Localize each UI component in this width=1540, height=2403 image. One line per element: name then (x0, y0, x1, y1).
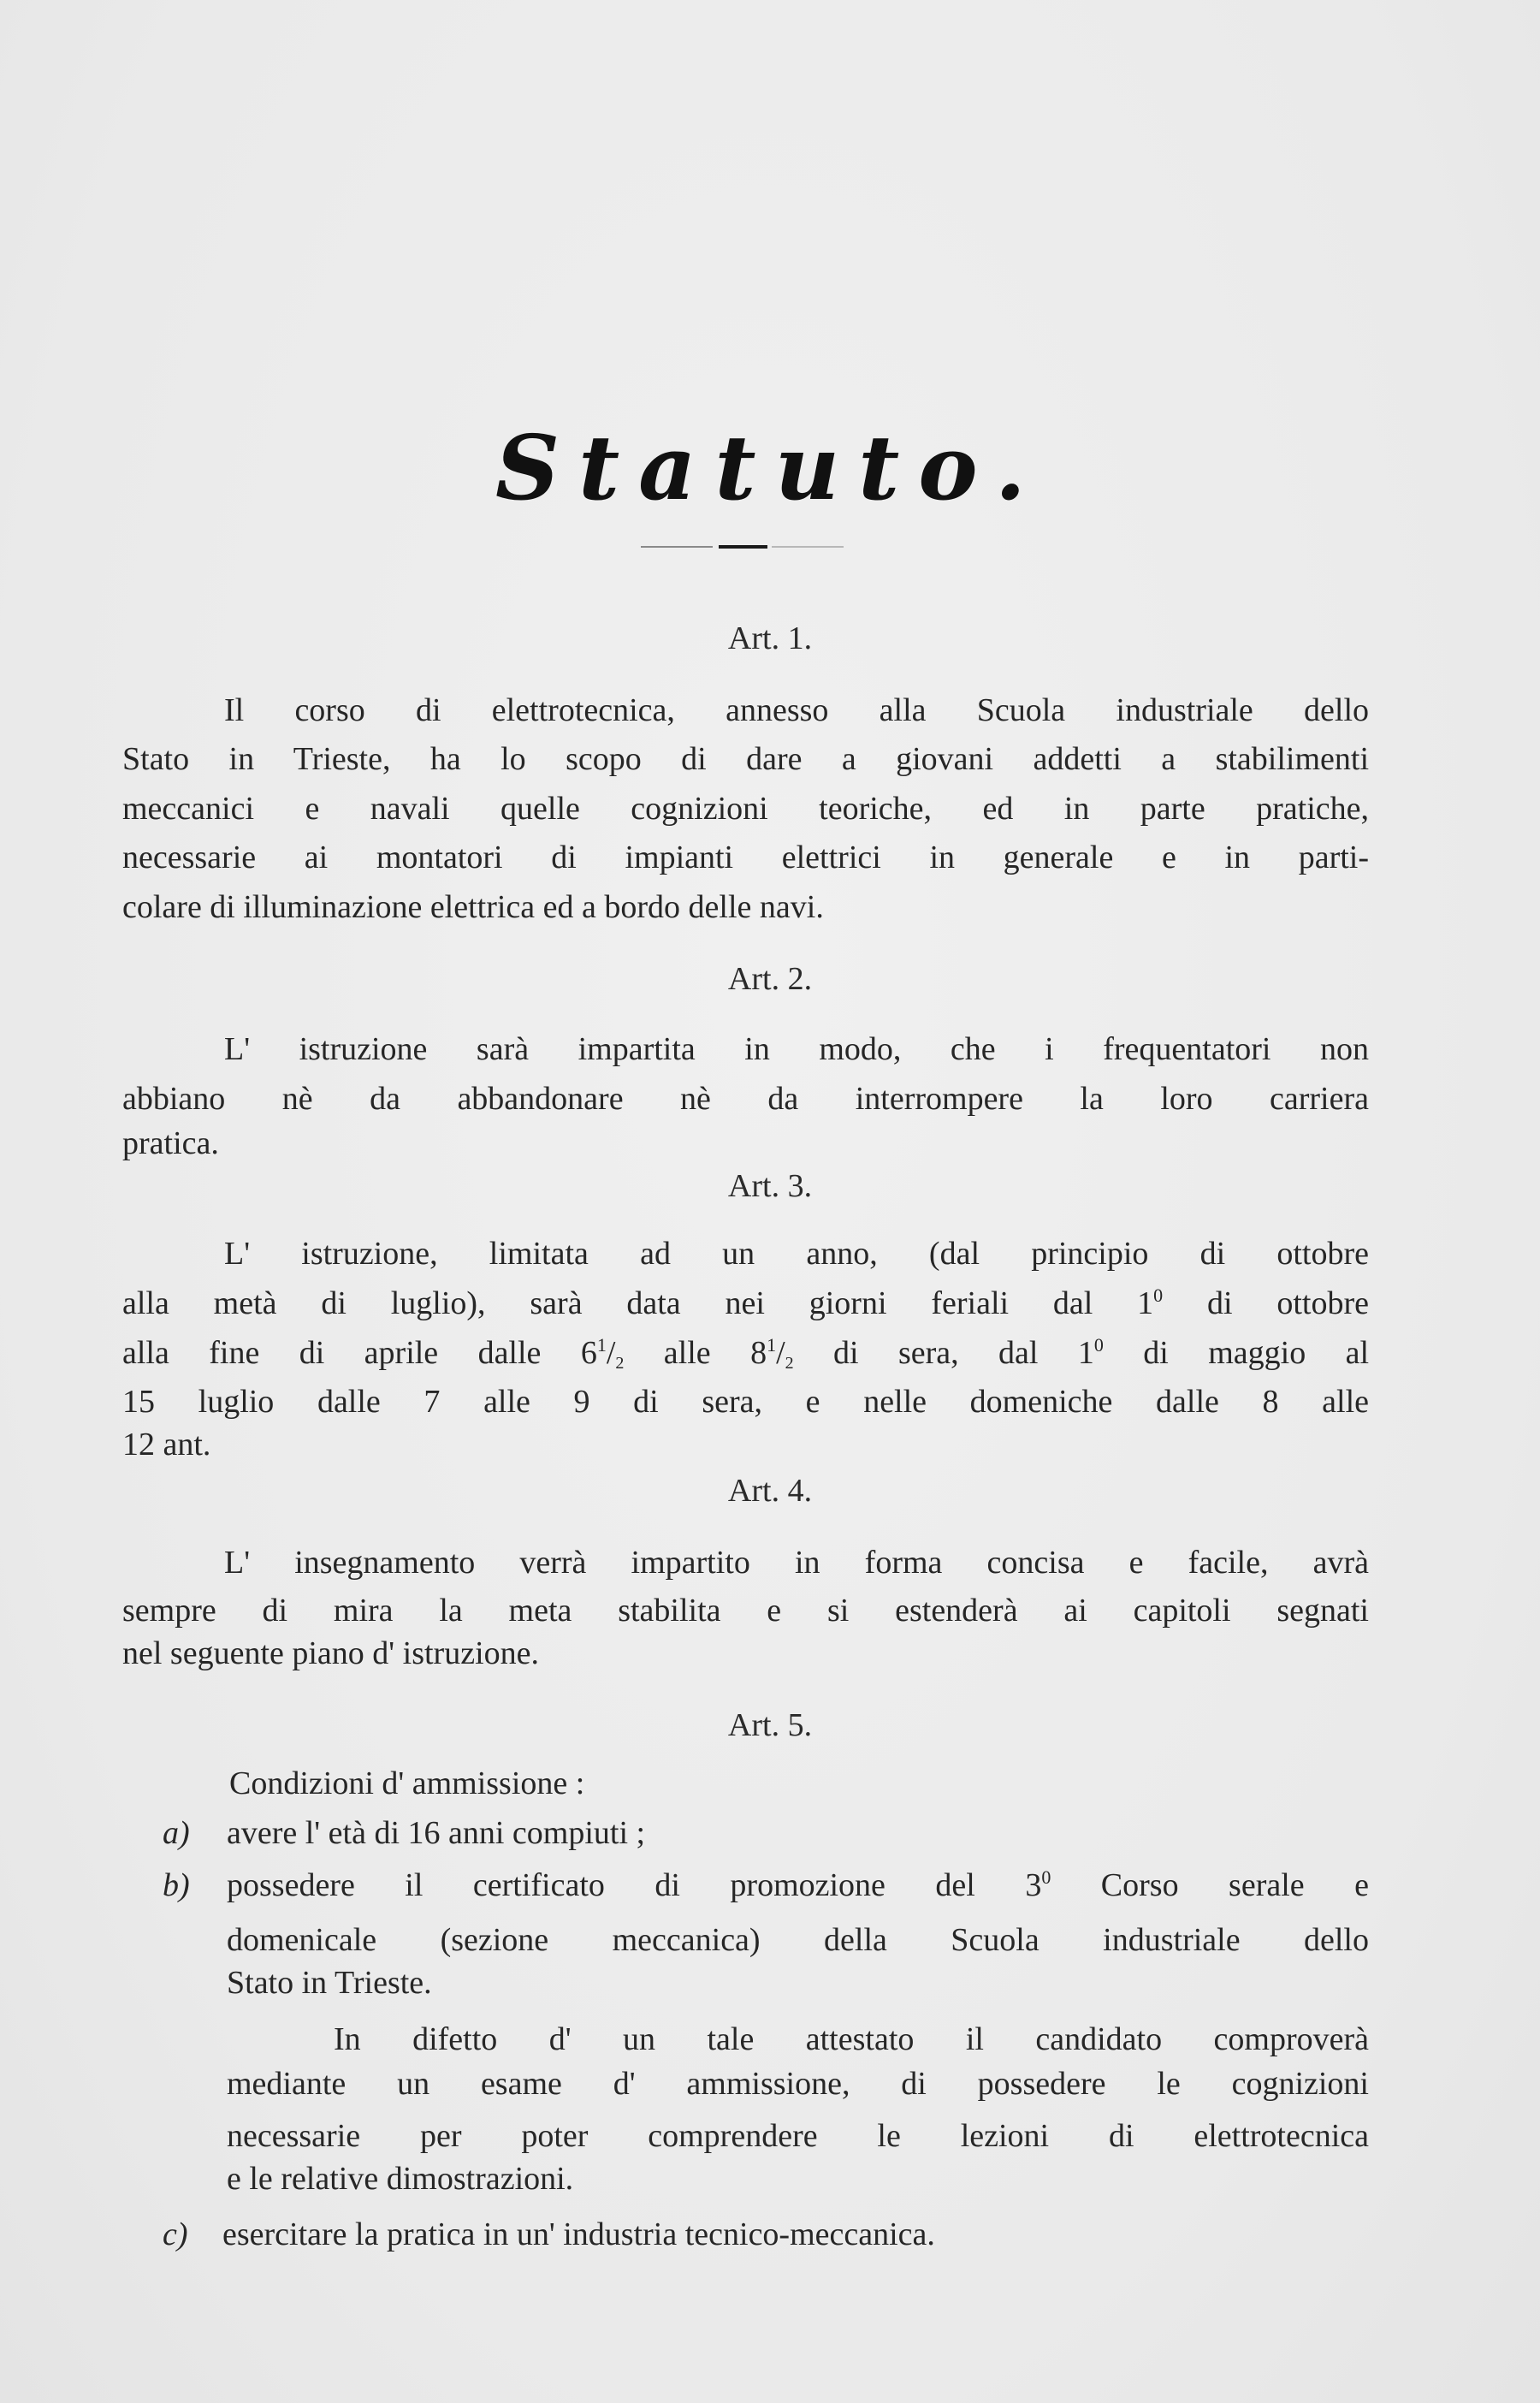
ordinal-degree: 0 (1093, 1334, 1104, 1356)
text-segment: alla metà di luglio), sarà data nei giorni feriali dal (122, 1285, 1093, 1321)
fraction-denominator: 2 (615, 1354, 625, 1373)
list-item-text: Stato in Trieste. (227, 1965, 432, 2001)
ordinal-degree: 0 (1041, 1866, 1051, 1888)
text-segment: di sera, dal (833, 1335, 1039, 1371)
ordinal-number (1078, 1335, 1104, 1371)
article-heading: Art. 1. (727, 620, 813, 656)
text-segment: alle (663, 1335, 711, 1371)
fraction-whole: 8 (750, 1335, 767, 1371)
article-text-line: Il corso di elettrotecnica, annesso alla Scuola industriale dello (224, 692, 1369, 728)
text-segment: di maggio al (1143, 1335, 1370, 1371)
article-text-line: colare di illuminazione elettrica ed a bordo delle navi. (122, 889, 824, 925)
article-text-line: nel seguente piano d' istruzione. (122, 1635, 539, 1671)
article-text-line: necessarie ai montatori di impianti elettrici in generale e in parti- (122, 840, 1369, 875)
note-text-line: mediante un esame d' ammissione, di possedere le cognizioni (227, 2066, 1369, 2102)
article-text-line: L' istruzione, limitata ad un anno, (dal principio di ottobre (224, 1236, 1369, 1272)
article-text-line: Stato in Trieste, ha lo scopo di dare a giovani addetti a stabilimenti (122, 741, 1369, 777)
article-text-line: 12 ant. (122, 1427, 211, 1463)
ordinal-degree: 0 (1153, 1285, 1164, 1306)
ornament-rule-right (772, 546, 844, 548)
list-marker: a) (163, 1815, 190, 1851)
article-text-line: meccanici e navali quelle cognizioni teoriche, ed in parte pratiche, (122, 791, 1369, 827)
article-text-line: 15 luglio dalle 7 alle 9 di sera, e nelle domeniche dalle 8 alle (122, 1384, 1369, 1420)
article-heading: Art. 2. (727, 961, 813, 997)
ordinal-digit: 3 (1025, 1867, 1042, 1903)
fraction-numerator: 1 (767, 1334, 777, 1356)
admission-conditions-intro: Condizioni d' ammissione : (229, 1765, 585, 1801)
ornament-rule-center (719, 545, 767, 549)
article-text-line (122, 1285, 1369, 1322)
article-text-line: sempre di mira la meta stabilita e si estenderà ai capitoli segnati (122, 1593, 1369, 1629)
note-text-line: In difetto d' un tale attestato il candidato comproverà (334, 2021, 1369, 2057)
article-text-line: pratica. (122, 1125, 219, 1161)
text-segment: di ottobre (1206, 1285, 1369, 1321)
article-text-line: abbiano nè da abbandonare nè da interrompere la loro carriera (122, 1081, 1369, 1117)
text-segment: alla fine di aprile dalle (122, 1335, 542, 1371)
list-marker: b) (163, 1867, 190, 1903)
fraction-eight-and-half: $8^1/_2$ (750, 1334, 794, 1373)
list-item-text (227, 1866, 1369, 1904)
list-item-text: avere l' età di 16 anni compiuti ; (227, 1815, 646, 1851)
article-heading: Art. 5. (727, 1707, 813, 1743)
note-text-line: e le relative dimostrazioni. (227, 2161, 574, 2197)
article-heading: Art. 3. (727, 1168, 813, 1204)
text-segment: possedere il certificato di promozione del (227, 1867, 975, 1903)
fraction-denominator: 2 (785, 1354, 794, 1373)
fraction-six-and-half: $6^1/_2$ (580, 1334, 625, 1373)
ordinal-number (1137, 1285, 1163, 1321)
article-text-line (122, 1334, 1369, 1372)
article-text-line: L' istruzione sarà impartita in modo, che i frequentatori non (224, 1031, 1369, 1067)
article-heading: Art. 4. (727, 1473, 813, 1509)
ornament-rule-left (641, 546, 713, 548)
list-marker: c) (163, 2216, 188, 2252)
document-title: Statuto. (495, 415, 1045, 520)
list-item-text: esercitare la pratica in un' industria tecnico-meccanica. (222, 2216, 935, 2252)
fraction-whole: 6 (580, 1335, 597, 1371)
article-text-line: L' insegnamento verrà impartito in forma concisa e facile, avrà (224, 1545, 1369, 1581)
list-item-text: domenicale (sezione meccanica) della Scuola industriale dello (227, 1922, 1369, 1958)
note-text-line: necessarie per poter comprendere le lezioni di elettrotecnica (227, 2118, 1369, 2154)
ordinal-digit: 1 (1137, 1285, 1154, 1321)
text-segment: Corso serale e (1100, 1867, 1370, 1903)
ordinal-digit: 1 (1077, 1335, 1094, 1371)
fraction-numerator: 1 (596, 1334, 607, 1356)
ordinal-number (1025, 1867, 1051, 1903)
